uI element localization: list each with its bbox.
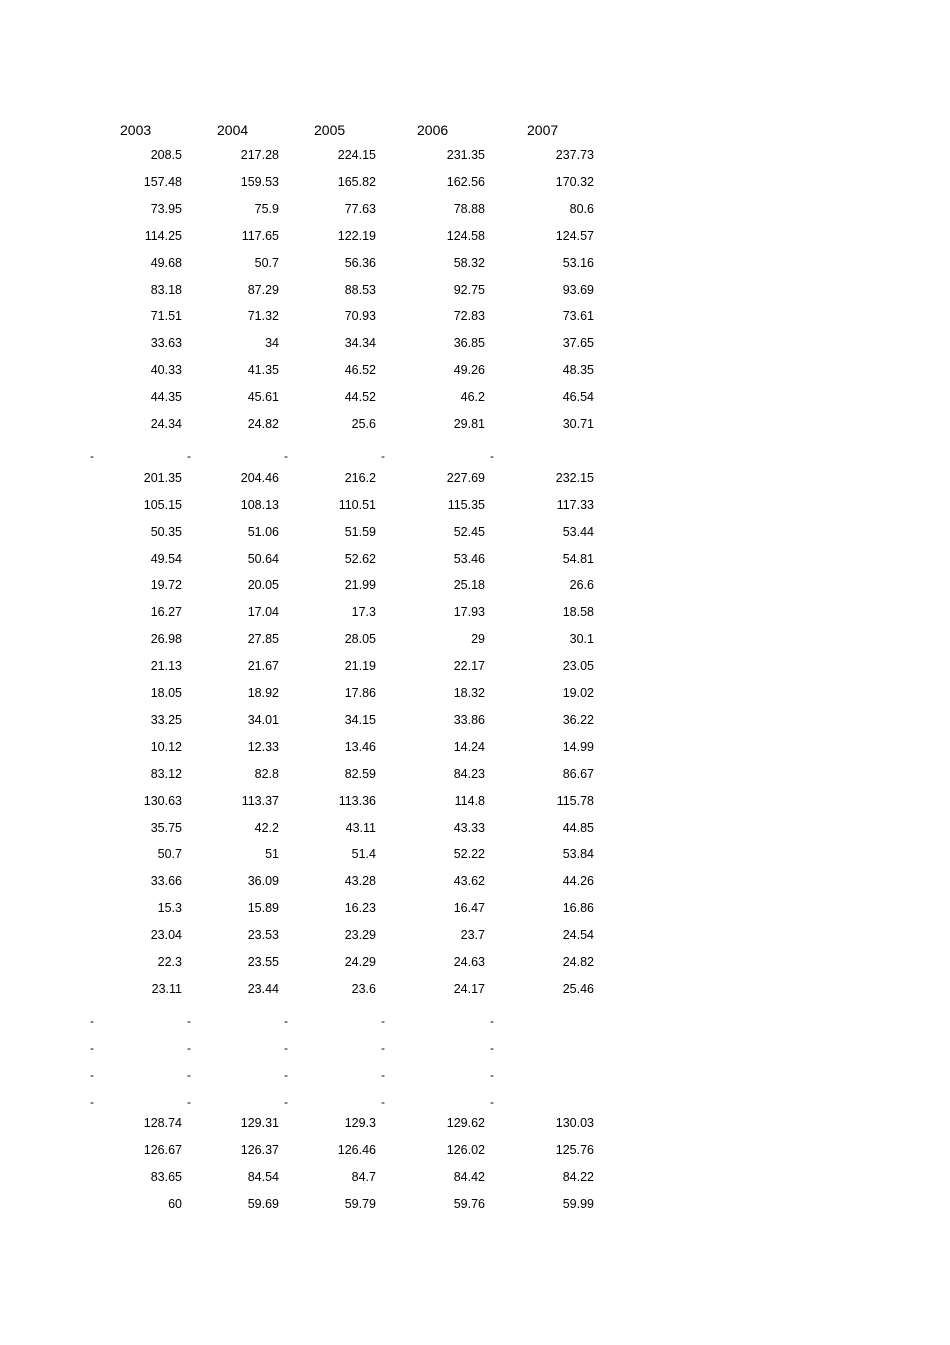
value-cell: 130.63 (143, 793, 182, 808)
value-cell: 208.5 (150, 148, 182, 162)
value-cell: 49.54 (150, 551, 182, 566)
value-cell: 24.63 (453, 955, 485, 969)
value-cell: 44.35 (150, 390, 182, 405)
value-cell: 52.22 (453, 847, 485, 862)
header-2004: 2004 (217, 122, 249, 138)
value-cell: 53.44 (562, 524, 594, 539)
table-row (0, 229, 950, 256)
value-cell: 78.88 (453, 201, 485, 216)
value-cell: 56.36 (344, 255, 376, 270)
value-cell: 30.1 (569, 632, 594, 647)
table-row (0, 417, 950, 444)
value-cell: 77.63 (344, 201, 376, 216)
value-cell: 115.78 (556, 793, 594, 808)
value-cell: 34.34 (344, 336, 376, 351)
value-cell: 18.92 (247, 686, 279, 700)
value-cell: 37.65 (562, 336, 594, 351)
dash-cell: - (381, 1040, 385, 1055)
value-cell: 217.28 (240, 148, 279, 162)
value-cell: 24.54 (562, 928, 594, 943)
header-2006: 2006 (417, 122, 449, 138)
value-cell: 237.73 (555, 148, 594, 162)
value-cell: 87.29 (247, 282, 279, 297)
value-cell: 231.35 (446, 148, 485, 162)
value-cell: 52.45 (453, 524, 485, 539)
value-cell: 23.7 (460, 928, 485, 943)
value-cell: 51.4 (351, 847, 376, 862)
value-cell: 50.7 (157, 847, 182, 862)
value-cell: 46.52 (344, 363, 376, 378)
value-cell: 126.67 (143, 1143, 182, 1158)
value-cell: 36.22 (562, 712, 594, 727)
value-cell: 71.51 (150, 309, 182, 324)
value-cell: 26.98 (150, 632, 182, 647)
value-cell: 114.25 (144, 228, 182, 243)
value-cell: 129.31 (240, 1116, 279, 1131)
value-cell: 59.69 (247, 1197, 279, 1212)
dash-cell: - (90, 1040, 94, 1055)
value-cell: 36.85 (453, 336, 485, 351)
value-cell: 130.03 (555, 1116, 594, 1131)
value-cell: 92.75 (453, 282, 485, 297)
table-row (0, 1170, 950, 1197)
value-cell: 60 (168, 1197, 182, 1212)
value-cell: 24.29 (344, 955, 376, 969)
dash-cell: - (90, 448, 94, 463)
value-cell: 43.62 (453, 874, 485, 889)
dash-cell: - (381, 1094, 385, 1109)
dash-cell: - (284, 448, 288, 463)
value-cell: 18.32 (453, 686, 485, 700)
value-cell: 73.61 (562, 309, 594, 324)
table-row (0, 390, 950, 417)
dash-cell: - (90, 1067, 94, 1082)
value-cell: 18.05 (150, 686, 182, 700)
value-cell: 70.93 (344, 309, 376, 324)
value-cell: 126.37 (240, 1143, 279, 1158)
table-row (0, 283, 950, 310)
value-cell: 129.3 (344, 1116, 376, 1131)
dash-cell: - (490, 1013, 494, 1028)
dash-row (0, 1090, 950, 1117)
value-cell: 42.2 (254, 820, 279, 835)
value-cell: 46.2 (460, 390, 485, 405)
value-cell: 44.26 (562, 874, 594, 889)
dash-cell: - (90, 1013, 94, 1028)
value-cell: 12.33 (247, 739, 279, 754)
table-row (0, 552, 950, 579)
table-row (0, 309, 950, 336)
dash-cell: - (490, 1094, 494, 1109)
value-cell: 82.8 (254, 766, 279, 781)
table-row (0, 525, 950, 552)
value-cell: 170.32 (555, 174, 594, 189)
value-cell: 13.46 (344, 739, 376, 754)
dash-cell: - (187, 1040, 191, 1055)
value-cell: 88.53 (344, 282, 376, 297)
value-cell: 157.48 (143, 174, 182, 189)
value-cell: 28.05 (344, 632, 376, 647)
table-row (0, 605, 950, 632)
dash-row (0, 1009, 950, 1036)
value-cell: 43.33 (453, 820, 485, 835)
value-cell: 48.35 (562, 363, 594, 378)
value-cell: 33.25 (150, 712, 182, 727)
value-cell: 33.63 (150, 336, 182, 351)
value-cell: 43.28 (344, 874, 376, 889)
value-cell: 43.11 (345, 820, 376, 835)
value-cell: 216.2 (344, 470, 376, 485)
value-cell: 46.54 (562, 390, 594, 405)
value-cell: 21.19 (344, 659, 376, 674)
value-cell: 201.35 (143, 470, 182, 485)
value-cell: 25.18 (453, 578, 485, 593)
table-row (0, 363, 950, 390)
value-cell: 162.56 (446, 174, 485, 189)
table-row (0, 1197, 950, 1224)
value-cell: 105.15 (143, 497, 182, 512)
value-cell: 52.62 (344, 551, 376, 566)
value-cell: 108.13 (240, 497, 279, 512)
value-cell: 40.33 (150, 363, 182, 378)
dash-row (0, 444, 950, 471)
value-cell: 18.58 (562, 605, 594, 620)
value-cell: 117.65 (241, 228, 279, 243)
dash-row (0, 1063, 950, 1090)
value-cell: 21.67 (247, 659, 279, 674)
value-cell: 50.7 (254, 255, 279, 270)
dash-cell: - (187, 448, 191, 463)
value-cell: 84.7 (351, 1170, 376, 1185)
value-cell: 33.86 (453, 712, 485, 727)
value-cell: 21.99 (344, 578, 376, 593)
value-cell: 49.68 (150, 255, 182, 270)
value-cell: 83.65 (150, 1170, 182, 1185)
table-row (0, 874, 950, 901)
value-cell: 204.46 (240, 470, 279, 485)
value-cell: 23.53 (247, 928, 279, 943)
value-cell: 122.19 (337, 228, 376, 243)
table-row (0, 336, 950, 363)
value-cell: 232.15 (555, 470, 594, 485)
value-cell: 93.69 (562, 282, 594, 297)
table-row (0, 578, 950, 605)
table-row (0, 471, 950, 498)
table-row (0, 1143, 950, 1170)
table-row (0, 175, 950, 202)
value-cell: 58.32 (453, 255, 485, 270)
value-cell: 14.24 (453, 739, 485, 754)
value-cell: 50.35 (150, 524, 182, 539)
value-cell: 23.11 (151, 981, 182, 996)
value-cell: 113.37 (241, 793, 279, 808)
value-cell: 75.9 (254, 201, 279, 216)
dash-cell: - (490, 448, 494, 463)
value-cell: 73.95 (150, 201, 182, 216)
value-cell: 21.13 (150, 659, 182, 674)
value-cell: 36.09 (247, 874, 279, 889)
value-cell: 124.57 (555, 228, 594, 243)
value-cell: 129.62 (446, 1116, 485, 1131)
table-row (0, 982, 950, 1009)
value-cell: 15.3 (157, 901, 182, 916)
value-cell: 22.3 (157, 955, 182, 969)
value-cell: 23.29 (344, 928, 376, 943)
value-cell: 26.6 (569, 578, 594, 593)
value-cell: 33.66 (150, 874, 182, 889)
dash-row (0, 1036, 950, 1063)
value-cell: 82.59 (344, 766, 376, 781)
value-cell: 59.99 (562, 1197, 594, 1212)
value-cell: 113.36 (338, 793, 376, 808)
value-cell: 30.71 (562, 417, 594, 431)
value-cell: 29.81 (453, 417, 485, 431)
dash-cell: - (381, 1067, 385, 1082)
dash-cell: - (187, 1067, 191, 1082)
value-cell: 84.42 (453, 1170, 485, 1185)
table-row (0, 901, 950, 928)
value-cell: 51.06 (247, 524, 279, 539)
table-row (0, 498, 950, 525)
table-row (0, 686, 950, 713)
value-cell: 25.46 (562, 981, 594, 996)
value-cell: 16.86 (562, 901, 594, 916)
value-cell: 34 (265, 336, 279, 351)
value-cell: 19.02 (562, 686, 594, 700)
table-row (0, 767, 950, 794)
value-cell: 53.46 (453, 551, 485, 566)
table-row (0, 821, 950, 848)
table-row (0, 740, 950, 767)
value-cell: 23.05 (562, 659, 594, 674)
value-cell: 14.99 (562, 739, 594, 754)
value-cell: 34.01 (247, 712, 279, 727)
table-row (0, 794, 950, 821)
value-cell: 114.8 (454, 793, 485, 808)
value-cell: 24.82 (247, 417, 279, 431)
value-cell: 24.17 (453, 981, 485, 996)
value-cell: 125.76 (555, 1143, 594, 1158)
value-cell: 51 (265, 847, 279, 862)
header-2005: 2005 (314, 122, 346, 138)
value-cell: 17.86 (344, 686, 376, 700)
value-cell: 45.61 (247, 390, 279, 405)
value-cell: 17.04 (247, 605, 279, 620)
value-cell: 44.52 (344, 390, 376, 405)
dash-cell: - (381, 1013, 385, 1028)
dash-cell: - (284, 1094, 288, 1109)
value-cell: 84.54 (247, 1170, 279, 1185)
value-cell: 53.84 (562, 847, 594, 862)
value-cell: 27.85 (247, 632, 279, 647)
table-row (0, 632, 950, 659)
dash-cell: - (490, 1040, 494, 1055)
dash-cell: - (187, 1013, 191, 1028)
table-row (0, 659, 950, 686)
value-cell: 84.23 (453, 766, 485, 781)
value-cell: 165.82 (337, 174, 376, 189)
value-cell: 126.46 (337, 1143, 376, 1158)
value-cell: 17.3 (351, 605, 376, 620)
value-cell: 59.76 (453, 1197, 485, 1212)
value-cell: 51.59 (344, 524, 376, 539)
header-2003: 2003 (120, 122, 152, 138)
value-cell: 25.6 (351, 417, 376, 431)
value-cell: 23.6 (351, 981, 376, 996)
value-cell: 53.16 (562, 255, 594, 270)
value-cell: 224.15 (337, 148, 376, 162)
value-cell: 126.02 (446, 1143, 485, 1158)
value-cell: 227.69 (446, 470, 485, 485)
value-cell: 83.12 (150, 766, 182, 781)
value-cell: 23.04 (150, 928, 182, 943)
value-cell: 20.05 (247, 578, 279, 593)
dash-cell: - (381, 448, 385, 463)
value-cell: 22.17 (453, 659, 485, 674)
value-cell: 34.15 (344, 712, 376, 727)
value-cell: 159.53 (240, 174, 279, 189)
value-cell: 15.89 (247, 901, 279, 916)
dash-cell: - (284, 1013, 288, 1028)
value-cell: 59.79 (344, 1197, 376, 1212)
value-cell: 44.85 (562, 820, 594, 835)
value-cell: 50.64 (247, 551, 279, 566)
value-cell: 23.55 (247, 955, 279, 969)
value-cell: 24.82 (562, 955, 594, 969)
value-cell: 10.12 (150, 739, 182, 754)
dash-cell: - (490, 1067, 494, 1082)
value-cell: 115.35 (447, 497, 485, 512)
table-row (0, 202, 950, 229)
header-2007: 2007 (527, 122, 559, 138)
value-cell: 72.83 (453, 309, 485, 324)
value-cell: 16.47 (453, 901, 485, 916)
value-cell: 24.34 (150, 417, 182, 431)
table-row (0, 256, 950, 283)
value-cell: 71.32 (247, 309, 279, 324)
value-cell: 83.18 (150, 282, 182, 297)
dash-cell: - (90, 1094, 94, 1109)
table-row (0, 928, 950, 955)
table-row (0, 713, 950, 740)
dash-cell: - (284, 1067, 288, 1082)
table-row (0, 1116, 950, 1143)
value-cell: 41.35 (247, 363, 279, 378)
table-row (0, 148, 950, 175)
value-cell: 16.23 (344, 901, 376, 916)
value-cell: 23.44 (247, 981, 279, 996)
value-cell: 128.74 (143, 1116, 182, 1131)
value-cell: 80.6 (569, 201, 594, 216)
value-cell: 49.26 (453, 363, 485, 378)
value-cell: 29 (471, 632, 485, 647)
value-cell: 86.67 (562, 766, 594, 781)
table-row (0, 847, 950, 874)
value-cell: 84.22 (562, 1170, 594, 1185)
dash-cell: - (284, 1040, 288, 1055)
value-cell: 19.72 (150, 578, 182, 593)
value-cell: 110.51 (338, 497, 376, 512)
table-row (0, 955, 950, 982)
value-cell: 117.33 (556, 497, 594, 512)
value-cell: 124.58 (446, 228, 485, 243)
value-cell: 17.93 (453, 605, 485, 620)
dash-cell: - (187, 1094, 191, 1109)
value-cell: 35.75 (150, 820, 182, 835)
value-cell: 16.27 (150, 605, 182, 620)
value-cell: 54.81 (562, 551, 594, 566)
